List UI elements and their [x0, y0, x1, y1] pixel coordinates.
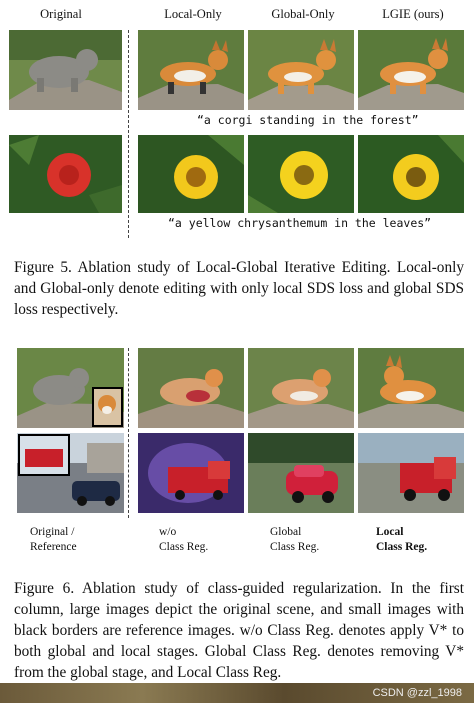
label-original-reference: Original / Reference: [30, 526, 77, 553]
local-only-corgi-image: [138, 30, 244, 110]
wo-class-reg-corgi-image: [138, 348, 244, 428]
original-red-flower-image: [9, 135, 122, 213]
original-bear-with-reference-image: [17, 348, 124, 428]
csdn-watermark: CSDN @zzl_1998: [372, 687, 462, 699]
divider-dashed: [128, 30, 129, 238]
divider-dashed-fig6: [128, 348, 129, 518]
figure-6-caption: Figure 6. Ablation study of class-guided regularization. In the first column, large images depict the original scene, and small images with black borders are reference images. w/o Class Reg. denotes apply V* to both global and local stages. Global Class Reg. denotes removing V* from the global stage, and Local Class Reg.: [14, 580, 464, 681]
prompt-chrysanthemum: “a yellow chrysanthemum in the leaves”: [168, 216, 432, 230]
label-wo-class-reg: w/o Class Reg.: [159, 526, 209, 553]
global-class-reg-corgi-image: [248, 348, 354, 428]
prompt-corgi: “a corgi standing in the forest”: [197, 113, 419, 127]
local-class-reg-truck-image: [358, 433, 464, 513]
local-only-yellow-flower-image: [138, 135, 244, 213]
global-only-yellow-flower-image: [248, 135, 354, 213]
figure-5-caption: Figure 5. Ablation study of Local-Global Iterative Editing. Local-only and Global-only denote editing with only local SDS loss and global SDS loss respectively.: [14, 259, 464, 318]
label-global-class-reg: Global Class Reg.: [270, 526, 320, 553]
lgie-corgi-image: [358, 30, 464, 110]
col-header-original: Original: [40, 7, 82, 21]
wo-class-reg-truck-image: [138, 433, 244, 513]
original-car-with-reference-image: [17, 433, 124, 513]
col-header-lgie: LGIE (ours): [382, 7, 444, 21]
lgie-yellow-flower-image: [358, 135, 464, 213]
global-class-reg-car-image: [248, 433, 354, 513]
local-class-reg-corgi-image: [358, 348, 464, 428]
col-header-global-only: Global-Only: [271, 7, 335, 21]
global-only-corgi-image: [248, 30, 354, 110]
col-header-local-only: Local-Only: [164, 7, 222, 21]
original-bear-image: [9, 30, 122, 110]
label-local-class-reg: Local Class Reg.: [376, 526, 428, 553]
